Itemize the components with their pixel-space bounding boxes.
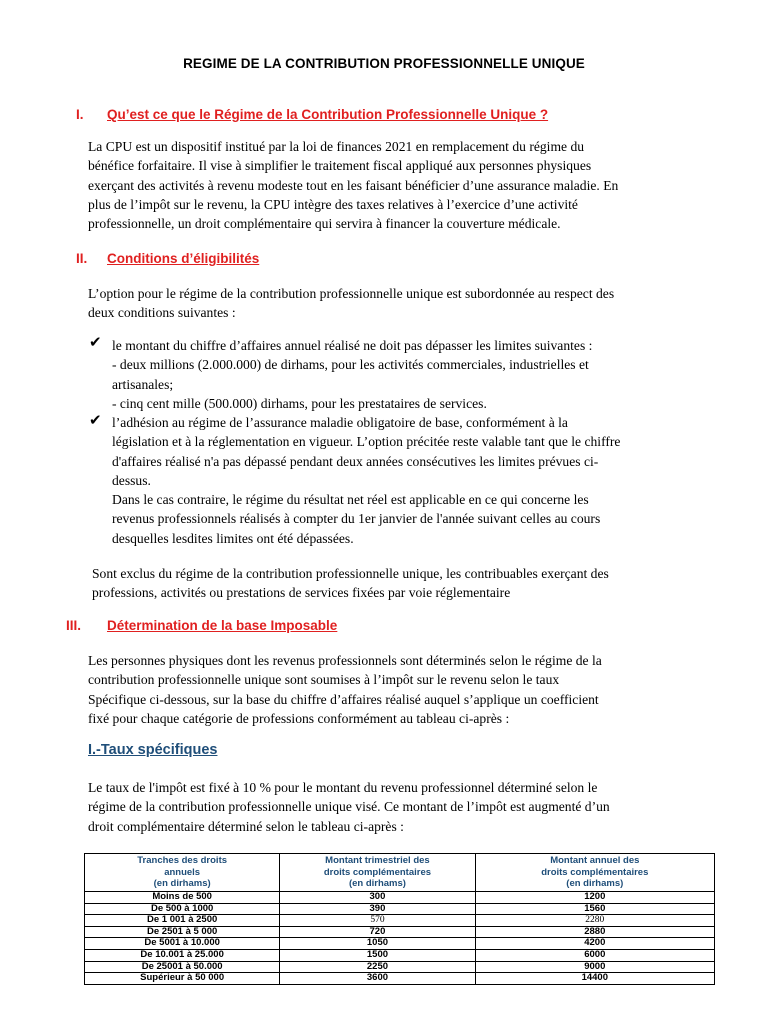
text-line: bénéfice forfaitaire. Il vise à simplifier le traitement fiscal appliqué aux personnes physiques	[88, 158, 592, 174]
text-line: - cinq cent mille (500.000) dirhams, pour les prestataires de services.	[112, 395, 487, 411]
text-line: d'affaires réalisé n'a pas dépassé pendant deux années consécutives les limites prévues ci-	[112, 453, 599, 469]
table-cell: De 25001 à 50.000	[85, 961, 280, 973]
table-cell: 1200	[475, 892, 714, 904]
table-cell: Supérieur à 50 000	[85, 973, 280, 985]
table-row	[85, 915, 715, 927]
table-cell: 6000	[475, 949, 714, 961]
text-line: professionnelle, un droit complémentaire qui servira à financer la couverture médicale.	[88, 216, 561, 232]
text-line: desquelles lesdites limites ont été dépassées.	[112, 530, 354, 546]
text-line: Spécifique ci-dessous, sur la base du chiffre d’affaires réalisé auquel s’applique un coefficient	[88, 691, 599, 707]
text-line: fixé pour chaque catégorie de professions conformément au tableau ci-après :	[88, 710, 510, 726]
bullet-revenue-limits	[112, 336, 694, 413]
table-row	[85, 903, 715, 915]
table-row	[85, 892, 715, 904]
table-cell: 9000	[475, 961, 714, 973]
text-line: le montant du chiffre d’affaires annuel réalisé ne doit pas dépasser les limites suivantes :	[112, 338, 593, 353]
text-line: artisanales;	[112, 376, 174, 392]
table-cell: De 1 001 à 2500	[85, 915, 280, 927]
text-line: droit complémentaire déterminé selon le tableau ci-après :	[88, 818, 404, 834]
table-cell: Moins de 500	[85, 892, 280, 904]
table-row	[85, 938, 715, 950]
text-line: deux conditions suivantes :	[88, 305, 236, 321]
paragraph-rate	[88, 778, 694, 836]
table-cell: 720	[280, 926, 475, 938]
table-row	[85, 961, 715, 973]
table-cell: 14400	[475, 973, 714, 985]
table-row	[85, 973, 715, 985]
header-line: Montant trimestriel des	[325, 855, 430, 867]
table-header-cell	[85, 854, 280, 892]
table-cell: 2880	[475, 926, 714, 938]
table-header-row	[85, 854, 715, 892]
text-line: contribution professionnelle unique sont soumises à l’impôt sur le revenu selon le taux	[88, 672, 560, 688]
table-row	[85, 926, 715, 938]
header-line: annuels	[164, 866, 201, 878]
table-row	[85, 949, 715, 961]
bullet-health-insurance	[112, 413, 694, 548]
table-cell: 4200	[475, 938, 714, 950]
header-line: Tranches des droits	[137, 855, 228, 867]
checkmark-icon: ✔	[89, 333, 102, 351]
table-cell: 2250	[280, 961, 475, 973]
table-cell: De 2501 à 5 000	[85, 926, 280, 938]
table-cell: De 10.001 à 25.000	[85, 949, 280, 961]
text-line: exerçant des activités à revenu modeste tout en les faisant bénéficier d’une assurance maladie. En	[88, 177, 619, 193]
header-line: droits complémentaires	[541, 866, 649, 878]
table-cell: 570	[280, 915, 475, 927]
section-3-title: Détermination de la base Imposable	[107, 618, 338, 633]
paragraph-cpu-definition	[88, 137, 694, 233]
table-cell: 390	[280, 903, 475, 915]
section-1-number: I.	[76, 107, 84, 122]
table-cell: 300	[280, 892, 475, 904]
text-line: L’option pour le régime de la contribution professionnelle unique est subordonnée au respect des	[88, 286, 615, 301]
table-cell: 1500	[280, 949, 475, 961]
checkmark-icon: ✔	[89, 411, 102, 429]
complementary-fees-table	[84, 853, 715, 985]
table-cell: 3600	[280, 973, 475, 985]
table-cell: 1560	[475, 903, 714, 915]
document-title: REGIME DE LA CONTRIBUTION PROFESSIONNELLE UNIQUE	[183, 56, 585, 71]
header-line: Montant annuel des	[550, 855, 640, 867]
section-1-title: Qu’est ce que le Régime de la Contribution Professionnelle Unique ?	[107, 107, 549, 122]
text-line: La CPU est un dispositif institué par la loi de finances 2021 en remplacement du régime du	[88, 139, 585, 154]
text-line: plus de l’impôt sur le revenu, la CPU intègre des taxes relatives à l’exercice d’une activité	[88, 196, 578, 212]
text-line: Sont exclus du régime de la contribution professionnelle unique, les contribuables exerçant des	[92, 566, 609, 581]
header-line: droits complémentaires	[323, 866, 432, 878]
text-line: législation et à la réglementation en vigueur. L’option précitée reste valable tant que le chiffre	[112, 434, 621, 450]
text-line: régime de la contribution professionnelle unique visé. Ce montant de l’impôt est augmenté d’un	[88, 799, 610, 815]
text-line: l’adhésion au régime de l’assurance maladie obligatoire de base, conformément à la	[112, 415, 568, 430]
table-cell: 1050	[280, 938, 475, 950]
paragraph-exclusions	[92, 564, 694, 603]
subheading-specific-rates: I.-Taux spécifiques	[88, 742, 218, 758]
section-2-number: II.	[76, 251, 88, 266]
header-line: (en dirhams)	[348, 878, 406, 890]
text-line: dessus.	[112, 472, 151, 488]
table-header-cell	[475, 854, 714, 892]
text-line: Le taux de l'impôt est fixé à 10 % pour le montant du revenu professionnel déterminé selon le	[88, 780, 598, 795]
text-line: - deux millions (2.000.000) de dirhams, pour les activités commerciales, industrielles et	[112, 357, 589, 373]
text-line: revenus professionnels réalisés à compter du 1er janvier de l'année suivant celles au cours	[112, 511, 601, 527]
table-cell: 2280	[475, 915, 714, 927]
table-cell: De 5001 à 10.000	[85, 938, 280, 950]
table-cell: De 500 à 1000	[85, 903, 280, 915]
paragraph-eligibility-intro	[88, 284, 694, 323]
text-line: professions, activités ou prestations de services fixées par voie réglementaire	[92, 585, 511, 601]
section-2-title: Conditions d’éligibilités	[107, 251, 260, 266]
table-header-cell	[280, 854, 475, 892]
text-line: Les personnes physiques dont les revenus professionnels sont déterminés selon le régime de la	[88, 653, 602, 668]
header-line: (en dirhams)	[153, 878, 211, 890]
paragraph-taxable-base	[88, 651, 694, 728]
text-line: Dans le cas contraire, le régime du résultat net réel est applicable en ce qui concerne les	[112, 492, 589, 508]
header-line: (en dirhams)	[566, 878, 624, 890]
section-3-number: III.	[66, 618, 82, 633]
